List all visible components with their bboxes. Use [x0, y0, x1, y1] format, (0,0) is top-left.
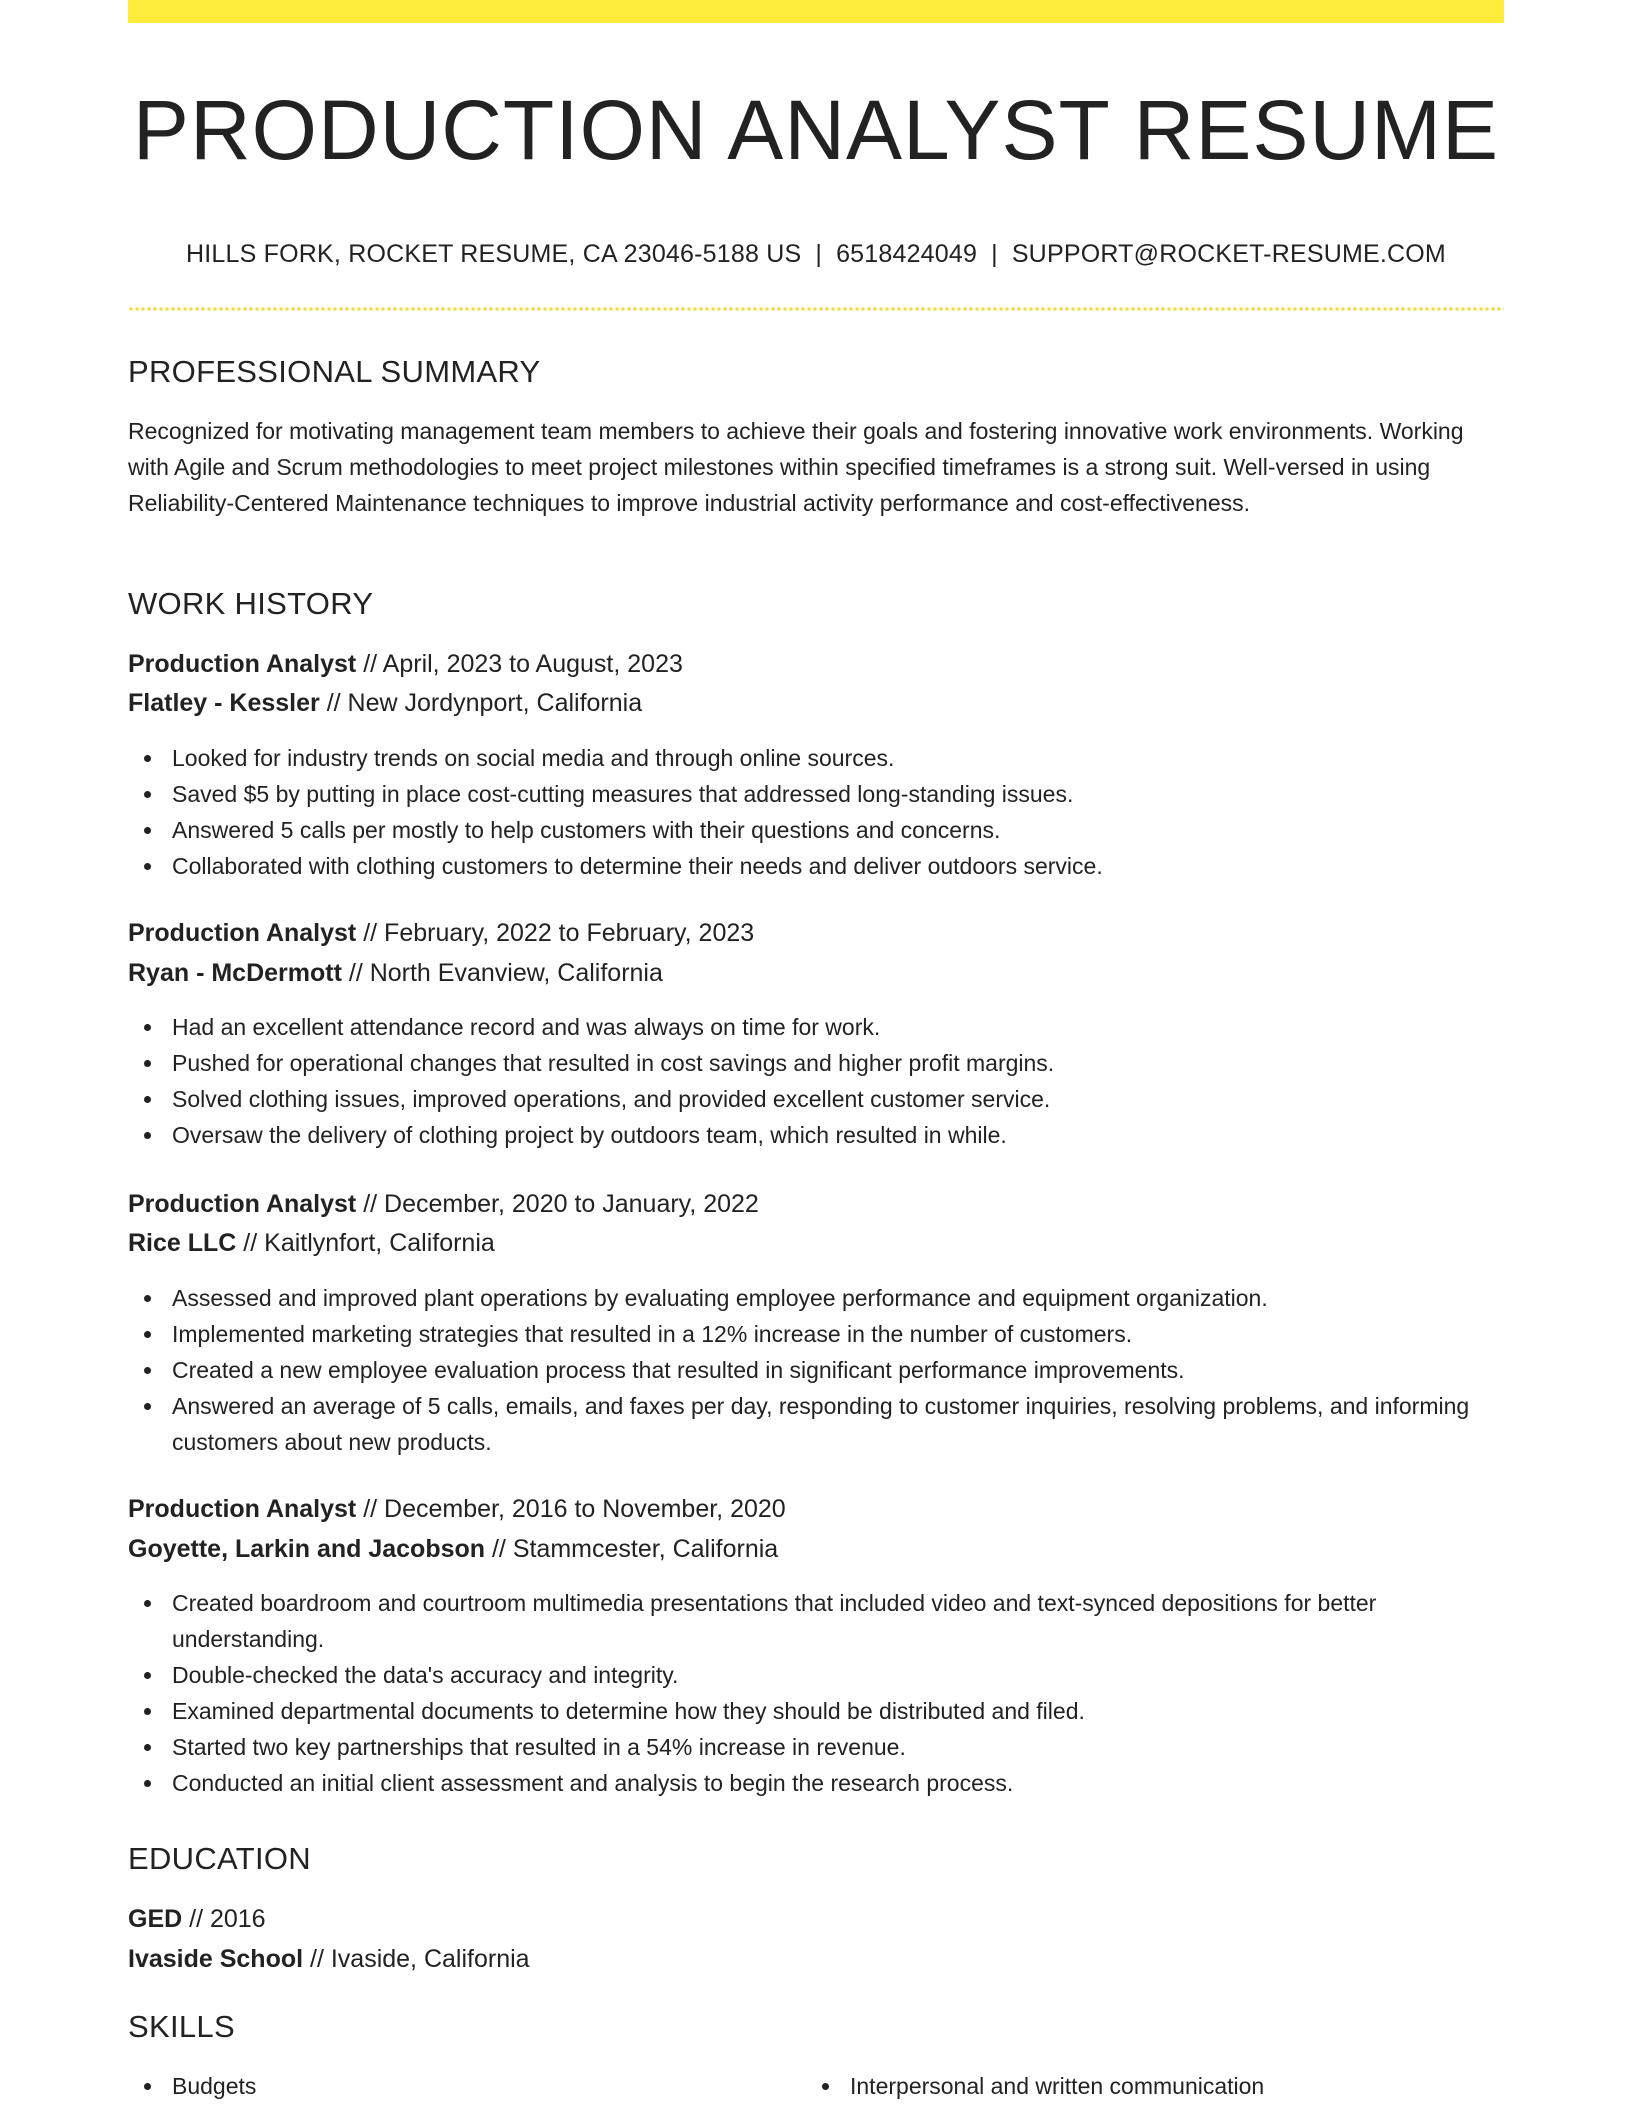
job-company-line	[128, 1225, 1504, 1261]
list-item: Answered 5 calls per mostly to help customers with their questions and concerns.	[128, 812, 1504, 848]
job-dates: // February, 2022 to February, 2023	[356, 919, 755, 947]
job-company: Rice LLC	[128, 1229, 237, 1257]
job-title-line	[128, 1491, 1504, 1527]
job-dates: // December, 2016 to November, 2020	[356, 1495, 786, 1523]
list-item: Oversaw the delivery of clothing project by outdoors team, which resulted in while.	[128, 1117, 1504, 1153]
contact-separator: |	[991, 240, 998, 268]
summary-text: Recognized for motivating management team members to achieve their goals and fostering innovative work environments. Working with Agile and Scrum methodologies to meet project milestones within specified timeframes is a strong suit. Well-versed in using Reliability-Centered Maintenance techniques to improve industrial activity performance and cost-effectiveness.	[128, 418, 1464, 516]
job-role: Production Analyst	[128, 919, 357, 947]
skills-left-list	[128, 2068, 788, 2104]
list-item: Looked for industry trends on social media and through online sources.	[128, 740, 1504, 776]
job-location: // Stammcester, California	[485, 1535, 779, 1563]
job-bullets	[128, 1280, 1504, 1460]
job-dates: // December, 2020 to January, 2022	[356, 1190, 759, 1218]
list-item: Created a new employee evaluation process that resulted in significant performance improvements.	[128, 1352, 1504, 1388]
resume-title: PRODUCTION ANALYST RESUME	[132, 83, 1500, 177]
list-item: Examined departmental documents to determine how they should be distributed and filed.	[128, 1693, 1504, 1729]
contact-address: HILLS FORK, ROCKET RESUME, CA 23046-5188 US	[186, 240, 802, 268]
job-location: // New Jordynport, California	[319, 689, 643, 717]
section-title-summary: PROFESSIONAL SUMMARY	[128, 354, 541, 389]
education-year: // 2016	[182, 1905, 266, 1933]
education-degree: GED	[128, 1905, 183, 1933]
contact-line	[128, 236, 1504, 272]
job-bullets	[128, 1009, 1504, 1153]
list-item: Conducted an initial client assessment and analysis to begin the research process.	[128, 1765, 1504, 1801]
section-title-skills: SKILLS	[128, 2009, 235, 2044]
contact-separator: |	[815, 240, 823, 268]
job-dates: // April, 2023 to August, 2023	[356, 650, 683, 678]
job-title-line	[128, 1186, 1504, 1222]
skills-right-list	[806, 2068, 1466, 2104]
list-item: Pushed for operational changes that resulted in cost savings and higher profit margins.	[128, 1045, 1504, 1081]
list-item: Implemented marketing strategies that resulted in a 12% increase in the number of customers.	[128, 1316, 1504, 1352]
accent-top-bar	[128, 0, 1504, 23]
list-item: Double-checked the data's accuracy and integrity.	[128, 1657, 1504, 1693]
job-company: Ryan - McDermott	[128, 959, 342, 987]
education-school: Ivaside School	[128, 1945, 304, 1973]
job-title-line	[128, 646, 1504, 682]
section-title-work-history: WORK HISTORY	[128, 586, 374, 621]
skill-item: Interpersonal and written communication	[806, 2068, 1466, 2104]
job-company-line	[128, 1531, 1504, 1567]
list-item: Had an excellent attendance record and was always on time for work.	[128, 1009, 1504, 1045]
job-company-line	[128, 685, 1504, 721]
job-role: Production Analyst	[128, 650, 357, 678]
job-company-line	[128, 955, 1504, 991]
job-company: Goyette, Larkin and Jacobson	[128, 1535, 486, 1563]
education-degree-line	[128, 1901, 1504, 1937]
job-bullets	[128, 740, 1504, 884]
job-bullets	[128, 1585, 1504, 1801]
list-item: Started two key partnerships that resulted in a 54% increase in revenue.	[128, 1729, 1504, 1765]
job-title-line	[128, 915, 1504, 951]
education-location: // Ivaside, California	[303, 1945, 530, 1973]
job-role: Production Analyst	[128, 1190, 357, 1218]
list-item: Saved $5 by putting in place cost-cutting measures that addressed long-standing issues.	[128, 776, 1504, 812]
job-role: Production Analyst	[128, 1495, 357, 1523]
job-location: // Kaitlynfort, California	[236, 1229, 495, 1257]
list-item: Assessed and improved plant operations by evaluating employee performance and equipment organization.	[128, 1280, 1504, 1316]
section-title-education: EDUCATION	[128, 1841, 311, 1876]
job-location: // North Evanview, California	[341, 959, 663, 987]
skill-item: Budgets	[128, 2068, 788, 2104]
list-item: Collaborated with clothing customers to determine their needs and deliver outdoors service.	[128, 848, 1504, 884]
dotted-divider	[128, 307, 1504, 311]
contact-phone[interactable]: 6518424049	[836, 240, 978, 268]
job-company: Flatley - Kessler	[128, 689, 320, 717]
contact-email[interactable]: SUPPORT@ROCKET-RESUME.COM	[1011, 240, 1446, 268]
list-item: Solved clothing issues, improved operations, and provided excellent customer service.	[128, 1081, 1504, 1117]
list-item: Created boardroom and courtroom multimedia presentations that included video and text-synced depositions for better understanding.	[128, 1585, 1504, 1657]
list-item: Answered an average of 5 calls, emails, and faxes per day, responding to customer inquiries, resolving problems, and informing customers about new products.	[128, 1388, 1504, 1460]
education-school-line	[128, 1941, 1504, 1977]
